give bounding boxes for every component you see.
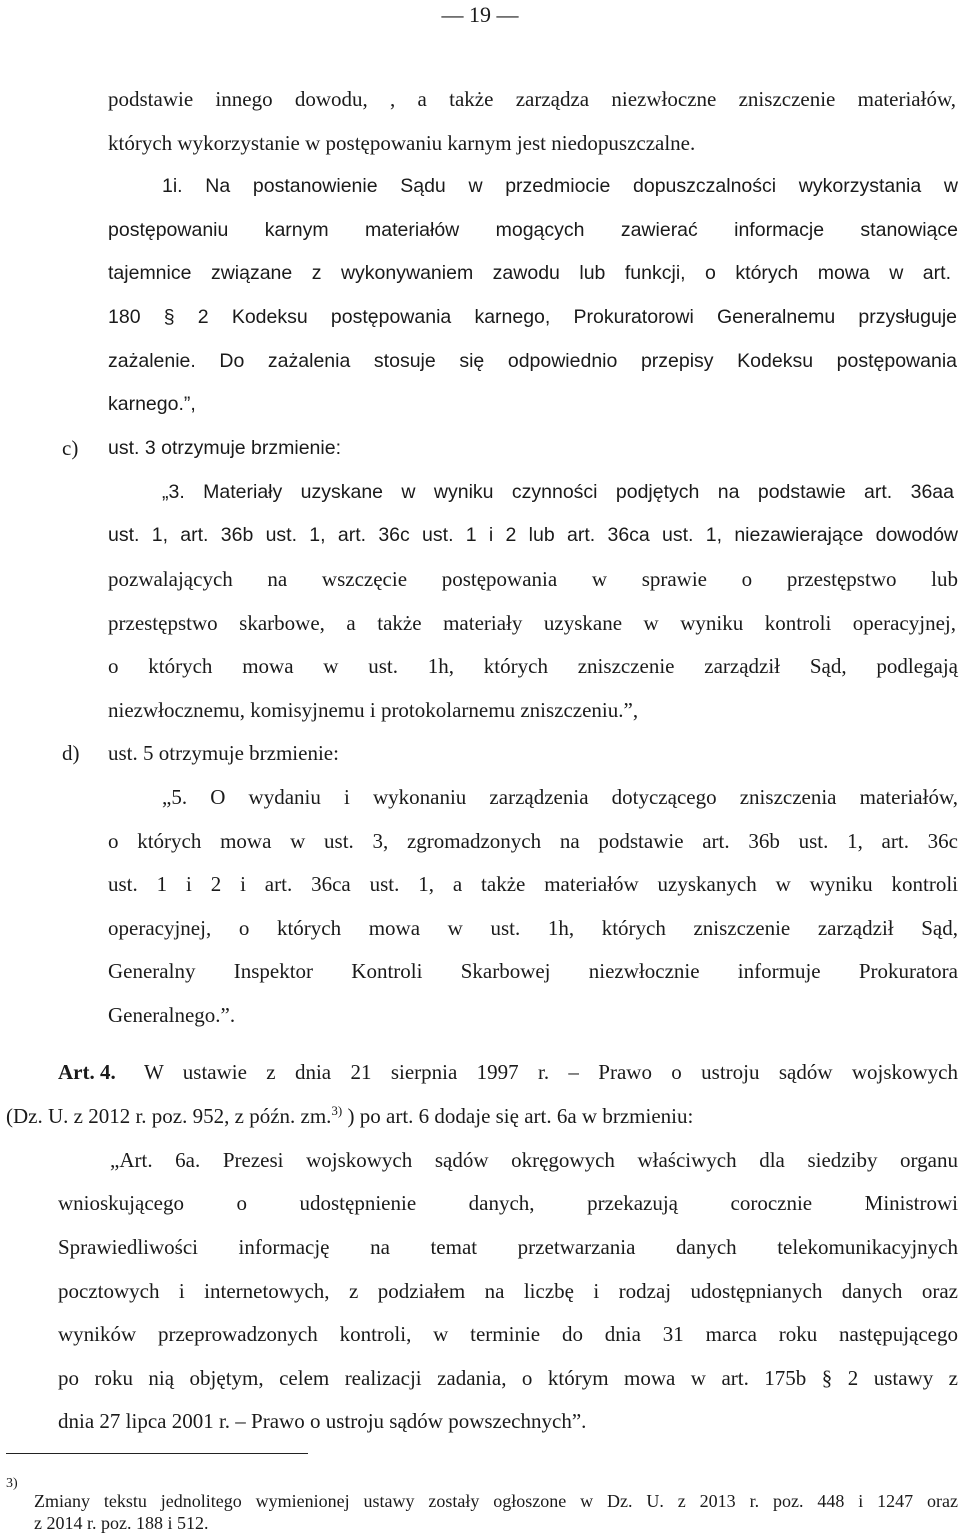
- text-segment: ) po art. 6 dodaje się art. 6a w brzmieniu:: [347, 1104, 694, 1128]
- article-label: Art. 4.: [58, 1060, 116, 1084]
- text-line-with-footnote: [6, 1103, 693, 1129]
- text-line: „5. O wydaniu i wykonaniu zarządzenia dotyczącego zniszczenia materiałów,: [162, 785, 958, 809]
- text-line: ust. 5 otrzymuje brzmienie:: [108, 741, 339, 765]
- text-line: niezwłocznemu, komisyjnemu i protokolarnemu zniszczeniu.”,: [108, 698, 639, 722]
- text-segment: (Dz. U. z 2012 r. poz. 952, z późn. zm.: [6, 1104, 332, 1128]
- text-line: ust. 3 otrzymuje brzmienie:: [108, 437, 342, 459]
- text-line: Generalny Inspektor Kontroli Skarbowej niezwłocznie informuje Prokuratora: [108, 959, 958, 983]
- text-line: 1i. Na postanowienie Sądu w przedmiocie dopuszczalności wykorzystania w: [162, 175, 958, 197]
- footnote-line: z 2014 r. poz. 188 i 512.: [34, 1513, 209, 1533]
- footnote-marker: 3): [6, 1476, 18, 1491]
- text-line: W ustawie z dnia 21 sierpnia 1997 r. – Prawo o ustroju sądów wojskowych: [144, 1060, 958, 1084]
- text-line: karnego.”,: [108, 393, 196, 415]
- text-line: operacyjnej, o których mowa w ust. 1h, których zniszczenie zarządził Sąd,: [108, 916, 958, 940]
- text-line: zażalenie. Do zażalenia stosuje się odpowiednio przepisy Kodeksu postępowania: [108, 350, 957, 372]
- list-marker-d: d): [62, 741, 80, 765]
- text-line: których wykorzystanie w postępowaniu karnym jest niedopuszczalne.: [108, 131, 696, 155]
- text-line: dnia 27 lipca 2001 r. – Prawo o ustroju sądów powszechnych”.: [58, 1409, 587, 1433]
- footnote-line: Zmiany tekstu jednolitego wymienionej ustawy zostały ogłoszone w Dz. U. z 2013 r. poz. 448 i 1247 oraz: [34, 1491, 958, 1511]
- footnote-separator: [6, 1453, 308, 1454]
- text-line: ust. 1 i 2 i art. 36ca ust. 1, a także materiałów uzyskanych w wyniku kontroli: [108, 872, 958, 896]
- text-line: o których mowa w ust. 1h, których zniszczenie zarządził Sąd, podlegają: [108, 654, 958, 678]
- text-line: podstawie innego dowodu, , a także zarządza niezwłoczne zniszczenie materiałów,: [108, 87, 956, 111]
- text-line: przestępstwo skarbowe, a także materiały uzyskane w wyniku kontroli operacyjnej,: [108, 611, 956, 635]
- text-line: pocztowych i internetowych, z podziałem na liczbę i rodzaj udostępnianych danych oraz: [58, 1279, 958, 1303]
- text-line: po roku nią objętym, celem realizacji zadania, o którym mowa w art. 175b § 2 ustawy z: [58, 1366, 958, 1390]
- text-line: 180 § 2 Kodeksu postępowania karnego, Prokuratorowi Generalnemu przysługuje: [108, 306, 957, 328]
- text-line: „3. Materiały uzyskane w wyniku czynności podjętych na podstawie art. 36aa: [162, 481, 954, 503]
- text-line: wyników przeprowadzonych kontroli, w terminie do dnia 31 marca roku następującego: [58, 1322, 958, 1346]
- text-line: o których mowa w ust. 3, zgromadzonych na podstawie art. 36b ust. 1, art. 36c: [108, 829, 958, 853]
- page-number: — 19 —: [441, 2, 519, 27]
- text-line: tajemnice związane z wykonywaniem zawodu lub funkcji, o których mowa w art.: [108, 262, 951, 284]
- text-line: Generalnego.”.: [108, 1003, 236, 1027]
- list-marker-c: c): [62, 436, 79, 460]
- text-line: Sprawiedliwości informację na temat przetwarzania danych telekomunikacyjnych: [58, 1235, 958, 1259]
- footnote-reference: 3): [331, 1103, 343, 1118]
- text-line: „Art. 6a. Prezesi wojskowych sądów okręgowych właściwych dla siedziby organu: [110, 1148, 958, 1172]
- text-line: wnioskującego o udostępnienie danych, przekazują corocznie Ministrowi: [58, 1191, 958, 1215]
- text-line: ust. 1, art. 36b ust. 1, art. 36c ust. 1 i 2 lub art. 36ca ust. 1, niezawierające dowodów: [108, 524, 958, 546]
- text-line: postępowaniu karnym materiałów mogących zawierać informacje stanowiące: [108, 219, 958, 241]
- text-line: pozwalających na wszczęcie postępowania w sprawie o przestępstwo lub: [108, 567, 958, 591]
